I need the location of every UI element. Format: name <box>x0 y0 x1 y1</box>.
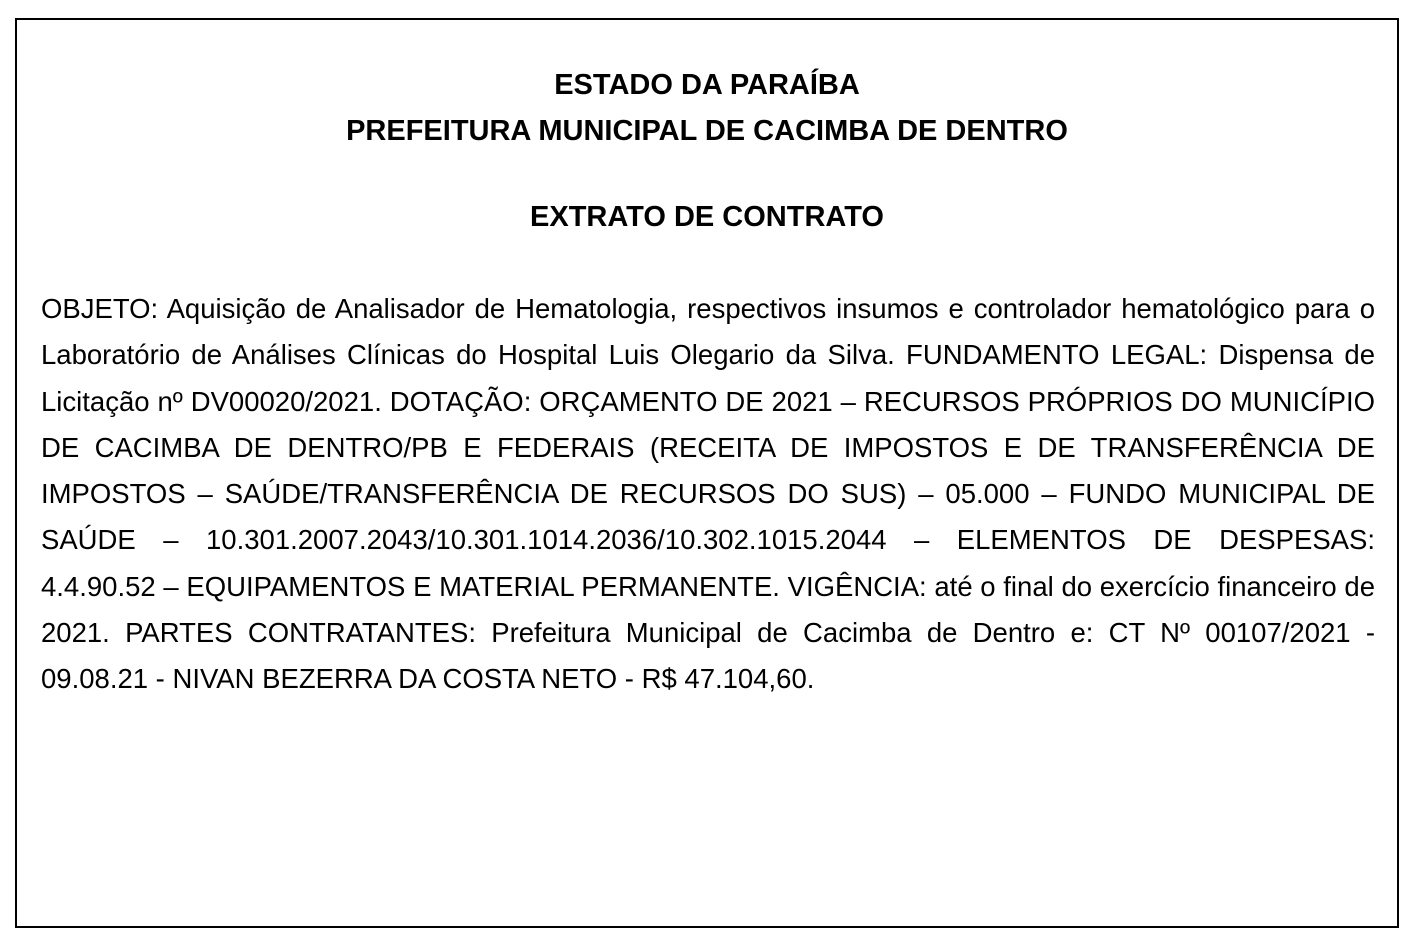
municipality-heading: PREFEITURA MUNICIPAL DE CACIMBA DE DENTRO <box>346 115 1068 147</box>
document-frame <box>15 18 1399 928</box>
document-title: EXTRATO DE CONTRATO <box>530 201 884 233</box>
state-heading: ESTADO DA PARAÍBA <box>554 69 860 101</box>
contract-extract-body: OBJETO: Aquisição de Analisador de Hematologia, respectivos insumos e controlador hematológico para o Laboratório de Análises Clínicas do Hospital Luis Olegario da Silva. FUNDAMENTO LEGAL: Dispensa de Licitação nº DV00020/2021. DOTAÇÃO: ORÇAMENTO DE 2021 – RECURSOS PRÓPRIOS DO MUNICÍPIO DE CACIMBA DE DENTRO/PB E FEDERAIS (RECEITA DE IMPOSTOS E DE TRANSFERÊNCIA DE IMPOSTOS – SAÚDE/TRANSFERÊNCIA DE RECURSOS DO SUS) – 05.000 – FUNDO MUNICIPAL DE SAÚDE – 10.301.2007.2043/10.301.1014.2036/10.302.1015.2044 – ELEMENTOS DE DESPESAS: 4.4.90.52 – EQUIPAMENTOS E MATERIAL PERMANENTE. VIGÊNCIA: até o final do exercício financeiro de 2021. PARTES CONTRATANTES: Prefeitura Municipal de Cacimba de Dentro e: CT Nº 00107/2021 - 09.08.21 - NIVAN BEZERRA DA COSTA NETO - R$ 47.104,60. <box>41 293 1375 695</box>
document-header <box>17 62 1397 154</box>
